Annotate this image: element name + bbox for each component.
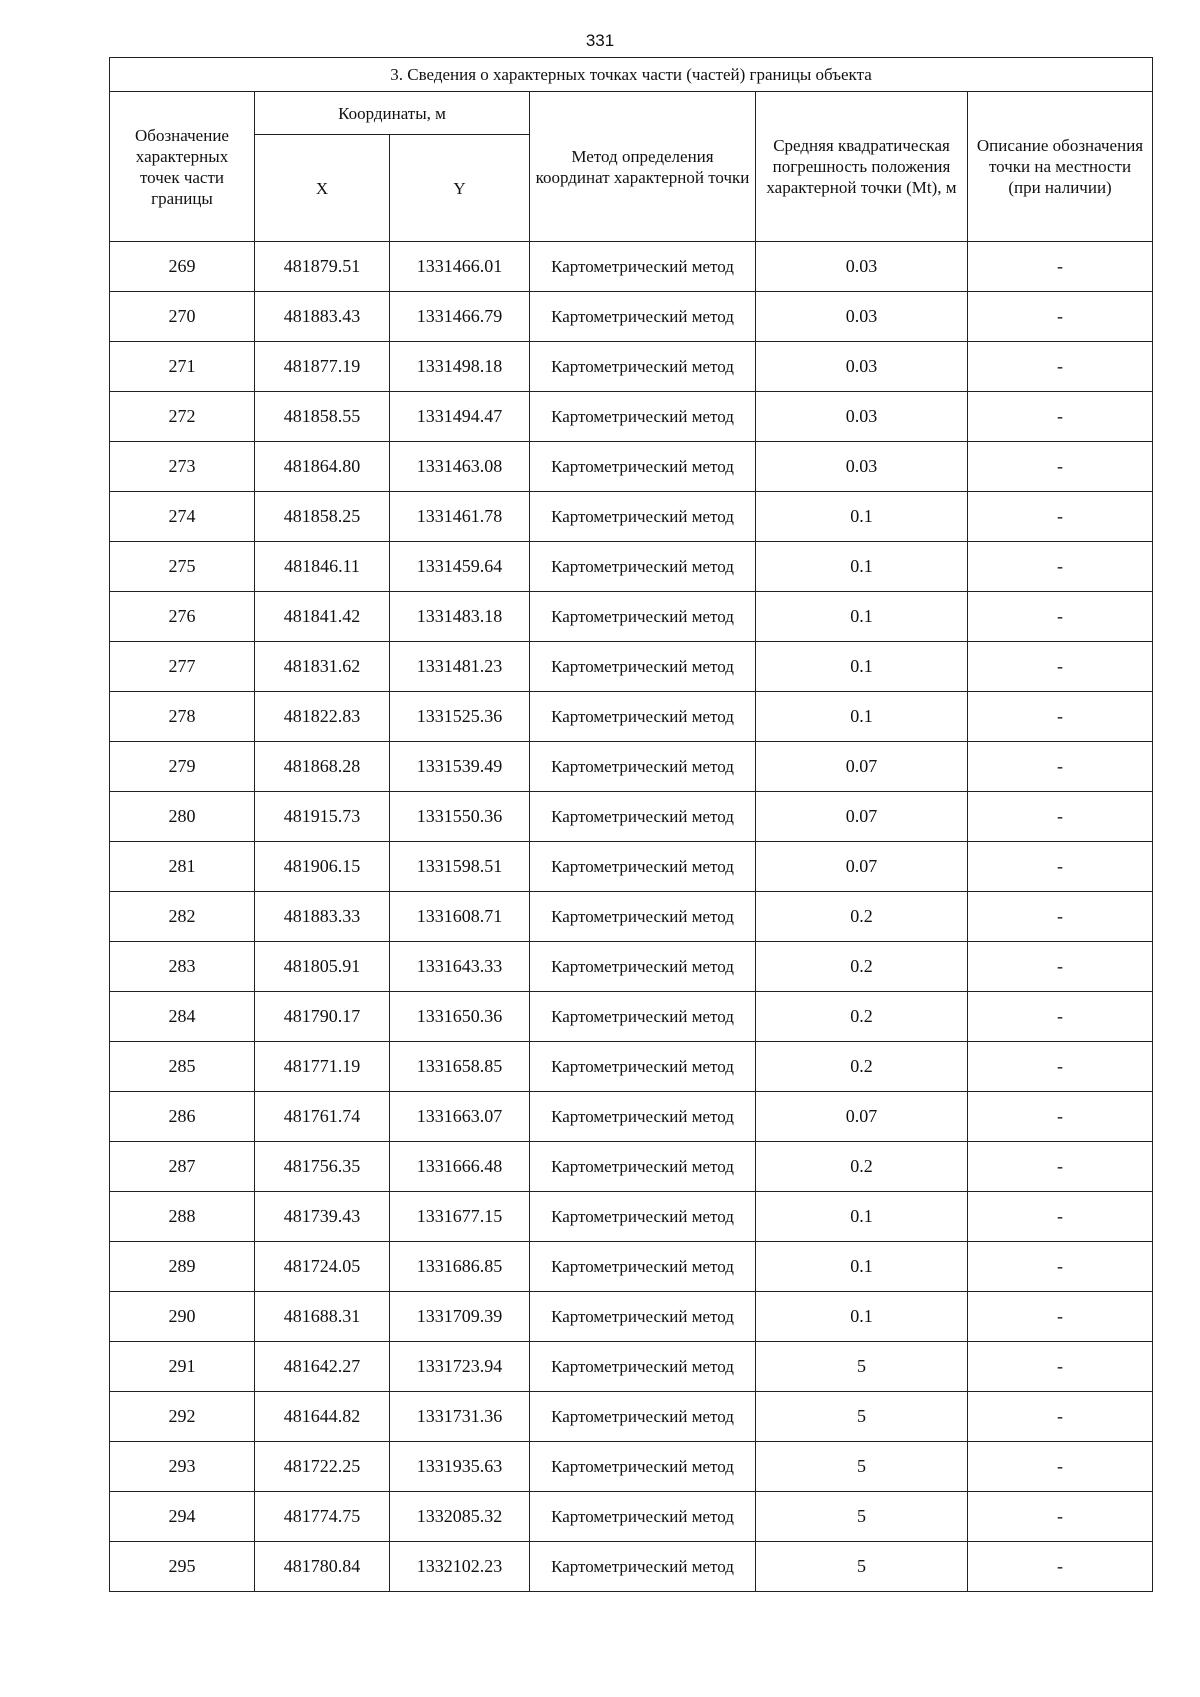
- header-coordinates: Координаты, м: [255, 92, 530, 135]
- cell-x: 481822.83: [255, 692, 390, 742]
- cell-description: -: [968, 642, 1153, 692]
- cell-accuracy: 0.1: [756, 1292, 968, 1342]
- cell-y: 1331663.07: [390, 1092, 530, 1142]
- cell-description: -: [968, 742, 1153, 792]
- cell-x: 481739.43: [255, 1192, 390, 1242]
- cell-x: 481879.51: [255, 242, 390, 292]
- cell-y: 1331650.36: [390, 992, 530, 1042]
- cell-description: -: [968, 1292, 1153, 1342]
- cell-method: Картометрический метод: [530, 392, 756, 442]
- cell-x: 481841.42: [255, 592, 390, 642]
- cell-accuracy: 0.1: [756, 542, 968, 592]
- cell-accuracy: 0.1: [756, 1242, 968, 1292]
- cell-point: 290: [110, 1292, 255, 1342]
- cell-description: -: [968, 242, 1153, 292]
- cell-point: 285: [110, 1042, 255, 1092]
- cell-y: 1331463.08: [390, 442, 530, 492]
- table-row: [110, 1492, 1153, 1542]
- cell-description: -: [968, 1442, 1153, 1492]
- header-y: Y: [390, 135, 530, 242]
- table-caption: 3. Сведения о характерных точках части (частей) границы объекта: [110, 58, 1153, 92]
- cell-method: Картометрический метод: [530, 842, 756, 892]
- table-row: [110, 1242, 1153, 1292]
- cell-x: 481722.25: [255, 1442, 390, 1492]
- cell-description: -: [968, 692, 1153, 742]
- cell-point: 272: [110, 392, 255, 442]
- cell-y: 1331483.18: [390, 592, 530, 642]
- cell-point: 294: [110, 1492, 255, 1542]
- cell-x: 481858.25: [255, 492, 390, 542]
- cell-y: 1331539.49: [390, 742, 530, 792]
- cell-accuracy: 0.07: [756, 842, 968, 892]
- cell-accuracy: 0.07: [756, 792, 968, 842]
- cell-y: 1331666.48: [390, 1142, 530, 1192]
- cell-y: 1331643.33: [390, 942, 530, 992]
- cell-point: 275: [110, 542, 255, 592]
- header-method: Метод определения координат характерной точки: [530, 92, 756, 242]
- header-accuracy: Средняя квадратическая погрешность положения характерной точки (Mt), м: [756, 92, 968, 242]
- table-row: [110, 642, 1153, 692]
- cell-y: 1332102.23: [390, 1542, 530, 1592]
- cell-accuracy: 0.03: [756, 442, 968, 492]
- table-row: [110, 592, 1153, 642]
- cell-point: 279: [110, 742, 255, 792]
- table-row: [110, 1442, 1153, 1492]
- cell-point: 287: [110, 1142, 255, 1192]
- cell-x: 481915.73: [255, 792, 390, 842]
- cell-method: Картометрический метод: [530, 892, 756, 942]
- cell-description: -: [968, 1242, 1153, 1292]
- cell-point: 286: [110, 1092, 255, 1142]
- cell-x: 481688.31: [255, 1292, 390, 1342]
- cell-description: -: [968, 442, 1153, 492]
- table-row: [110, 292, 1153, 342]
- cell-accuracy: 0.03: [756, 392, 968, 442]
- cell-accuracy: 5: [756, 1342, 968, 1392]
- cell-y: 1331723.94: [390, 1342, 530, 1392]
- cell-y: 1331608.71: [390, 892, 530, 942]
- cell-y: 1332085.32: [390, 1492, 530, 1542]
- cell-x: 481724.05: [255, 1242, 390, 1292]
- cell-description: -: [968, 342, 1153, 392]
- cell-accuracy: 0.2: [756, 1142, 968, 1192]
- table-row: [110, 492, 1153, 542]
- cell-accuracy: 5: [756, 1492, 968, 1542]
- cell-point: 281: [110, 842, 255, 892]
- table-row: [110, 1142, 1153, 1192]
- cell-accuracy: 0.03: [756, 242, 968, 292]
- cell-point: 274: [110, 492, 255, 542]
- cell-accuracy: 0.1: [756, 1192, 968, 1242]
- cell-y: 1331498.18: [390, 342, 530, 392]
- cell-x: 481642.27: [255, 1342, 390, 1392]
- cell-method: Картометрический метод: [530, 1292, 756, 1342]
- cell-method: Картометрический метод: [530, 292, 756, 342]
- table-row: [110, 342, 1153, 392]
- table-row: [110, 1292, 1153, 1342]
- cell-accuracy: 0.2: [756, 942, 968, 992]
- boundary-points-table: [109, 57, 1153, 1592]
- cell-y: 1331466.79: [390, 292, 530, 342]
- cell-description: -: [968, 1092, 1153, 1142]
- cell-accuracy: 0.07: [756, 1092, 968, 1142]
- cell-method: Картометрический метод: [530, 1142, 756, 1192]
- cell-point: 293: [110, 1442, 255, 1492]
- cell-y: 1331598.51: [390, 842, 530, 892]
- cell-description: -: [968, 1492, 1153, 1542]
- cell-x: 481906.15: [255, 842, 390, 892]
- cell-y: 1331466.01: [390, 242, 530, 292]
- page-number: 331: [585, 31, 615, 50]
- table-row: [110, 1192, 1153, 1242]
- cell-y: 1331481.23: [390, 642, 530, 692]
- table-row: [110, 892, 1153, 942]
- cell-method: Картометрический метод: [530, 1192, 756, 1242]
- table-row: [110, 1342, 1153, 1392]
- cell-method: Картометрический метод: [530, 742, 756, 792]
- cell-description: -: [968, 842, 1153, 892]
- cell-method: Картометрический метод: [530, 1442, 756, 1492]
- cell-description: -: [968, 792, 1153, 842]
- cell-x: 481846.11: [255, 542, 390, 592]
- cell-y: 1331731.36: [390, 1392, 530, 1442]
- cell-point: 292: [110, 1392, 255, 1442]
- cell-method: Картометрический метод: [530, 1492, 756, 1542]
- cell-point: 289: [110, 1242, 255, 1292]
- cell-point: 277: [110, 642, 255, 692]
- cell-x: 481868.28: [255, 742, 390, 792]
- cell-description: -: [968, 942, 1153, 992]
- cell-x: 481858.55: [255, 392, 390, 442]
- cell-method: Картометрический метод: [530, 692, 756, 742]
- cell-accuracy: 0.03: [756, 342, 968, 392]
- table-row: [110, 1042, 1153, 1092]
- cell-x: 481644.82: [255, 1392, 390, 1442]
- cell-x: 481864.80: [255, 442, 390, 492]
- cell-y: 1331525.36: [390, 692, 530, 742]
- cell-accuracy: 0.1: [756, 692, 968, 742]
- cell-y: 1331550.36: [390, 792, 530, 842]
- cell-y: 1331461.78: [390, 492, 530, 542]
- cell-description: -: [968, 1342, 1153, 1392]
- cell-y: 1331494.47: [390, 392, 530, 442]
- header-x: X: [255, 135, 390, 242]
- cell-x: 481883.43: [255, 292, 390, 342]
- cell-description: -: [968, 292, 1153, 342]
- cell-accuracy: 0.2: [756, 892, 968, 942]
- cell-method: Картометрический метод: [530, 1542, 756, 1592]
- cell-y: 1331658.85: [390, 1042, 530, 1092]
- cell-point: 283: [110, 942, 255, 992]
- cell-y: 1331686.85: [390, 1242, 530, 1292]
- cell-description: -: [968, 392, 1153, 442]
- cell-point: 270: [110, 292, 255, 342]
- table-row: [110, 792, 1153, 842]
- table-row: [110, 1092, 1153, 1142]
- cell-point: 284: [110, 992, 255, 1042]
- header-description: Описание обозначения точки на местности (при наличии): [968, 92, 1153, 242]
- cell-y: 1331677.15: [390, 1192, 530, 1242]
- cell-method: Картометрический метод: [530, 642, 756, 692]
- cell-x: 481774.75: [255, 1492, 390, 1542]
- cell-description: -: [968, 1192, 1153, 1242]
- table-row: [110, 1542, 1153, 1592]
- table-row: [110, 542, 1153, 592]
- cell-accuracy: 5: [756, 1542, 968, 1592]
- cell-method: Картометрический метод: [530, 942, 756, 992]
- cell-y: 1331709.39: [390, 1292, 530, 1342]
- cell-description: -: [968, 892, 1153, 942]
- cell-point: 273: [110, 442, 255, 492]
- table-row: [110, 992, 1153, 1042]
- header-point-designation: Обозначение характерных точек части границы: [110, 92, 255, 242]
- table-row: [110, 842, 1153, 892]
- cell-accuracy: 5: [756, 1392, 968, 1442]
- cell-method: Картометрический метод: [530, 792, 756, 842]
- cell-accuracy: 0.2: [756, 1042, 968, 1092]
- cell-x: 481883.33: [255, 892, 390, 942]
- cell-point: 278: [110, 692, 255, 742]
- cell-x: 481771.19: [255, 1042, 390, 1092]
- cell-x: 481761.74: [255, 1092, 390, 1142]
- cell-x: 481780.84: [255, 1542, 390, 1592]
- cell-method: Картометрический метод: [530, 592, 756, 642]
- cell-point: 282: [110, 892, 255, 942]
- cell-accuracy: 0.2: [756, 992, 968, 1042]
- cell-description: -: [968, 1042, 1153, 1092]
- cell-point: 280: [110, 792, 255, 842]
- cell-point: 276: [110, 592, 255, 642]
- cell-method: Картометрический метод: [530, 342, 756, 392]
- cell-point: 288: [110, 1192, 255, 1242]
- cell-x: 481756.35: [255, 1142, 390, 1192]
- cell-description: -: [968, 1392, 1153, 1442]
- cell-description: -: [968, 1142, 1153, 1192]
- table-row: [110, 942, 1153, 992]
- cell-method: Картометрический метод: [530, 992, 756, 1042]
- cell-method: Картометрический метод: [530, 492, 756, 542]
- cell-x: 481877.19: [255, 342, 390, 392]
- cell-description: -: [968, 1542, 1153, 1592]
- table-row: [110, 242, 1153, 292]
- cell-point: 269: [110, 242, 255, 292]
- cell-accuracy: 0.1: [756, 642, 968, 692]
- cell-x: 481805.91: [255, 942, 390, 992]
- table-body: [110, 242, 1153, 1592]
- cell-accuracy: 0.1: [756, 492, 968, 542]
- cell-y: 1331935.63: [390, 1442, 530, 1492]
- cell-method: Картометрический метод: [530, 1242, 756, 1292]
- cell-description: -: [968, 542, 1153, 592]
- cell-method: Картометрический метод: [530, 1042, 756, 1092]
- cell-method: Картометрический метод: [530, 1392, 756, 1442]
- cell-description: -: [968, 592, 1153, 642]
- cell-point: 291: [110, 1342, 255, 1392]
- table-row: [110, 392, 1153, 442]
- cell-method: Картометрический метод: [530, 1342, 756, 1392]
- cell-y: 1331459.64: [390, 542, 530, 592]
- cell-point: 271: [110, 342, 255, 392]
- table-row: [110, 742, 1153, 792]
- cell-description: -: [968, 492, 1153, 542]
- table-row: [110, 692, 1153, 742]
- cell-method: Картометрический метод: [530, 1092, 756, 1142]
- cell-x: 481790.17: [255, 992, 390, 1042]
- cell-x: 481831.62: [255, 642, 390, 692]
- cell-method: Картометрический метод: [530, 242, 756, 292]
- cell-method: Картометрический метод: [530, 442, 756, 492]
- cell-description: -: [968, 992, 1153, 1042]
- cell-accuracy: 0.07: [756, 742, 968, 792]
- table-row: [110, 1392, 1153, 1442]
- cell-accuracy: 5: [756, 1442, 968, 1492]
- cell-method: Картометрический метод: [530, 542, 756, 592]
- cell-point: 295: [110, 1542, 255, 1592]
- table-row: [110, 442, 1153, 492]
- cell-accuracy: 0.03: [756, 292, 968, 342]
- cell-accuracy: 0.1: [756, 592, 968, 642]
